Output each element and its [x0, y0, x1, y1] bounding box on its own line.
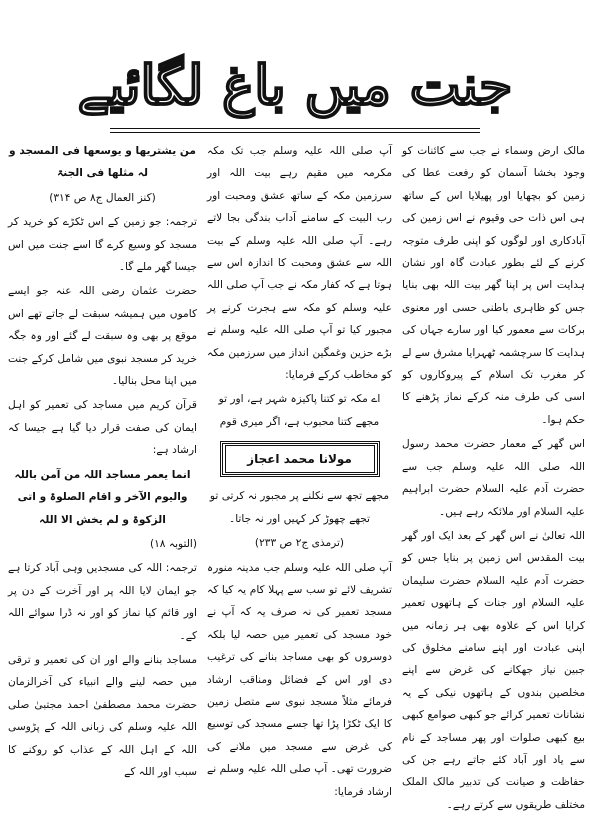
author-frame: [220, 441, 380, 477]
paragraph: آپ صلی اللہ علیہ وسلم جب مدینہ منورہ تشریف لائے تو سب سے پہلا کام یہ کیا کہ مسجد تعمیر کی نہ صرف یہ کہ آپ نے خود مسجد کی تعمیر میں حصہ لیا بلکہ دوسروں کو بھی مساجد بنانے کی ترغیب دی اور اس کے فضائل ومناقب ارشاد فرمائے مثلاً مسجد نبوی سے متصل زمین کا ایک ٹکڑا پڑا تھا جسے مسجد کی توسیع کی غرض سے مسجد میں ملانے کی ضرورت تھی۔ آپ صلی اللہ علیہ وسلم نے ارشاد فرمایا:: [207, 561, 392, 798]
page-title: جنت میں باغ لگائیے: [77, 53, 513, 117]
citation: (ترمذی ج۲ ص ۲۳۳): [254, 537, 345, 550]
paragraph: حضرت عثمان رضی اللہ عنہ جو ایسے کاموں میں ہمیشہ سبقت لے جاتے تھے اس موقع پر بھی وہ سبقت لے گئے اور وہ جگہ خرید کر مسجد نبوی میں شامل کرکے جنت میں اپنا محل بنالیا۔: [8, 285, 197, 388]
column-left: [8, 140, 197, 778]
paragraph: مالک ارض وسماء نے جب سے کائنات کو وجود بخشا آسمان کو رفعت عطا کی زمین کو بچھایا اور پھیلایا اس کے ساتھ ہی اس ذات حی وقیوم نے اس زمین کی آبادکاری اور لوگوں کو اپنی طرف متوجہ کرنے کے لئے بطور عبادت گاہ اور نشان ہدایت اس پر اپنا گھر بیت اللہ بھی بنایا جس کو ظاہری باطنی حسی اور معنوی برکات سے معمور کیا اور سارے جہاں کی ہدایت کا سرچشمہ ٹھہرایا مشرق سے لے کر مغرب تک اسلام کے پیروکاروں کو اسی کی طرف منہ کرکے نماز پڑھنے کا حکم ہوا۔: [402, 145, 585, 426]
arabic-text: انما یعمر مساجد اللہ من آمن باللہ والیوم الآخر و اقام الصلوۃ و اتی الزکوۃ و لم یخش الا اللہ: [14, 468, 191, 526]
paragraph: ترجمہ: جو زمین کے اس ٹکڑے کو خرید کر مسجد کو وسیع کرے گا اسے جنت میں اس جیسا گھر ملے گا۔: [8, 216, 197, 274]
arabic-text: من یشتریھا و یوسعھا فی المسجد و لہ مثلھا فی الجنۃ: [9, 145, 196, 180]
author-name: مولانا محمد اعجاز: [225, 445, 375, 473]
column-middle: [207, 140, 392, 798]
column-right: [402, 140, 585, 811]
quote: مجھے تجھ سے نکلنے پر مجبور نہ کرتی تو تجھے چھوڑ کر کہیں اور نہ جاتا۔: [209, 490, 390, 525]
paragraph: ترجمہ: اللہ کی مسجدیں وہی آباد کرتا ہے جو ایمان لایا اللہ پر اور آخرت کے دن پر اور قائم کیا نماز کو اور نہ ڈرا سوائے اللہ کے۔: [8, 562, 197, 642]
paragraph: اللہ تعالیٰ نے اس گھر کے بعد ایک اور گھر بیت المقدس اس زمین پر بنایا جس کو حضرت آدم علیہ السلام حضرت سلیمان علیہ السلام اور جنات کے ہاتھوں تعمیر کرایا اس کے علاوہ بھی ہر زمانہ میں اپنی عبادت اور اپنے سامنے مخلوق کی جبین نیاز جھکانے کی غرض سے اپنے مخلصین بندوں کے ہاتھوں نیکی کے یہ نشانات تعمیر کرائے جو کبھی صوامع کبھی بیع کبھی صلوات اور پھر مساجد کے نام سے یاد اور آباد کئے جاتے رہے جن کی حفاظت و صیانت کی تدبیر مالک الملک مختلف طریقوں سے کرتے رہے۔: [402, 529, 585, 811]
citation: (التوبہ ۱۸): [149, 537, 197, 550]
quote: اے مکہ تو کتنا پاکیزہ شہر ہے، اور تو مجھے کتنا محبوب ہے، اگر میری قوم: [218, 393, 381, 428]
paragraph: اس گھر کے معمار حضرت محمد رسول اللہ صلی اللہ علیہ وسلم جب سے حضرت آدم علیہ السلام حضرت ابراہیم علیہ السلام اور ملائکہ رہے ہیں۔: [402, 438, 585, 518]
paragraph: آپ صلی اللہ علیہ وسلم جب تک مکہ مکرمہ میں مقیم رہے بیت اللہ اور سرزمین مکہ کے ساتھ عشق ومحبت اور رب البیت کے سامنے آداب بندگی بجا لاتے رہے۔ آپ صلی اللہ علیہ وسلم کے بیت اللہ سے عشق ومحبت کا اندازہ اس سے ہوتا ہے کہ کفار مکہ نے جب آپ صلی اللہ علیہ وسلم کو مکہ سے ہجرت کرنے پر مجبور کیا تو آپ صلی اللہ علیہ وسلم نے بڑے حزین وغمگین انداز میں سرزمین مکہ کو مخاطب کرکے فرمایا:: [207, 145, 392, 382]
citation: (کنز العمال ج۸ ص ۳۱۴): [49, 191, 156, 204]
title-rule-top: [110, 128, 480, 129]
paragraph: قرآن کریم میں مساجد کی تعمیر کو اہل ایمان کی صفت قرار دیا گیا ہے جیسا کہ ارشاد ہے:: [8, 399, 197, 457]
title-rule-bottom: [110, 132, 480, 133]
paragraph: مساجد بنانے والے اور ان کی تعمیر و ترقی میں حصہ لینے والے انبیاء کی آخرالزمان حضرت محمد مصطفیٰ احمد مجتبیٰ صلی اللہ علیہ وسلم کی زبانی اللہ کے پڑوسی اللہ کے اہل اللہ کے عذاب کو روکنے کا سبب اور اللہ کے: [8, 653, 197, 778]
